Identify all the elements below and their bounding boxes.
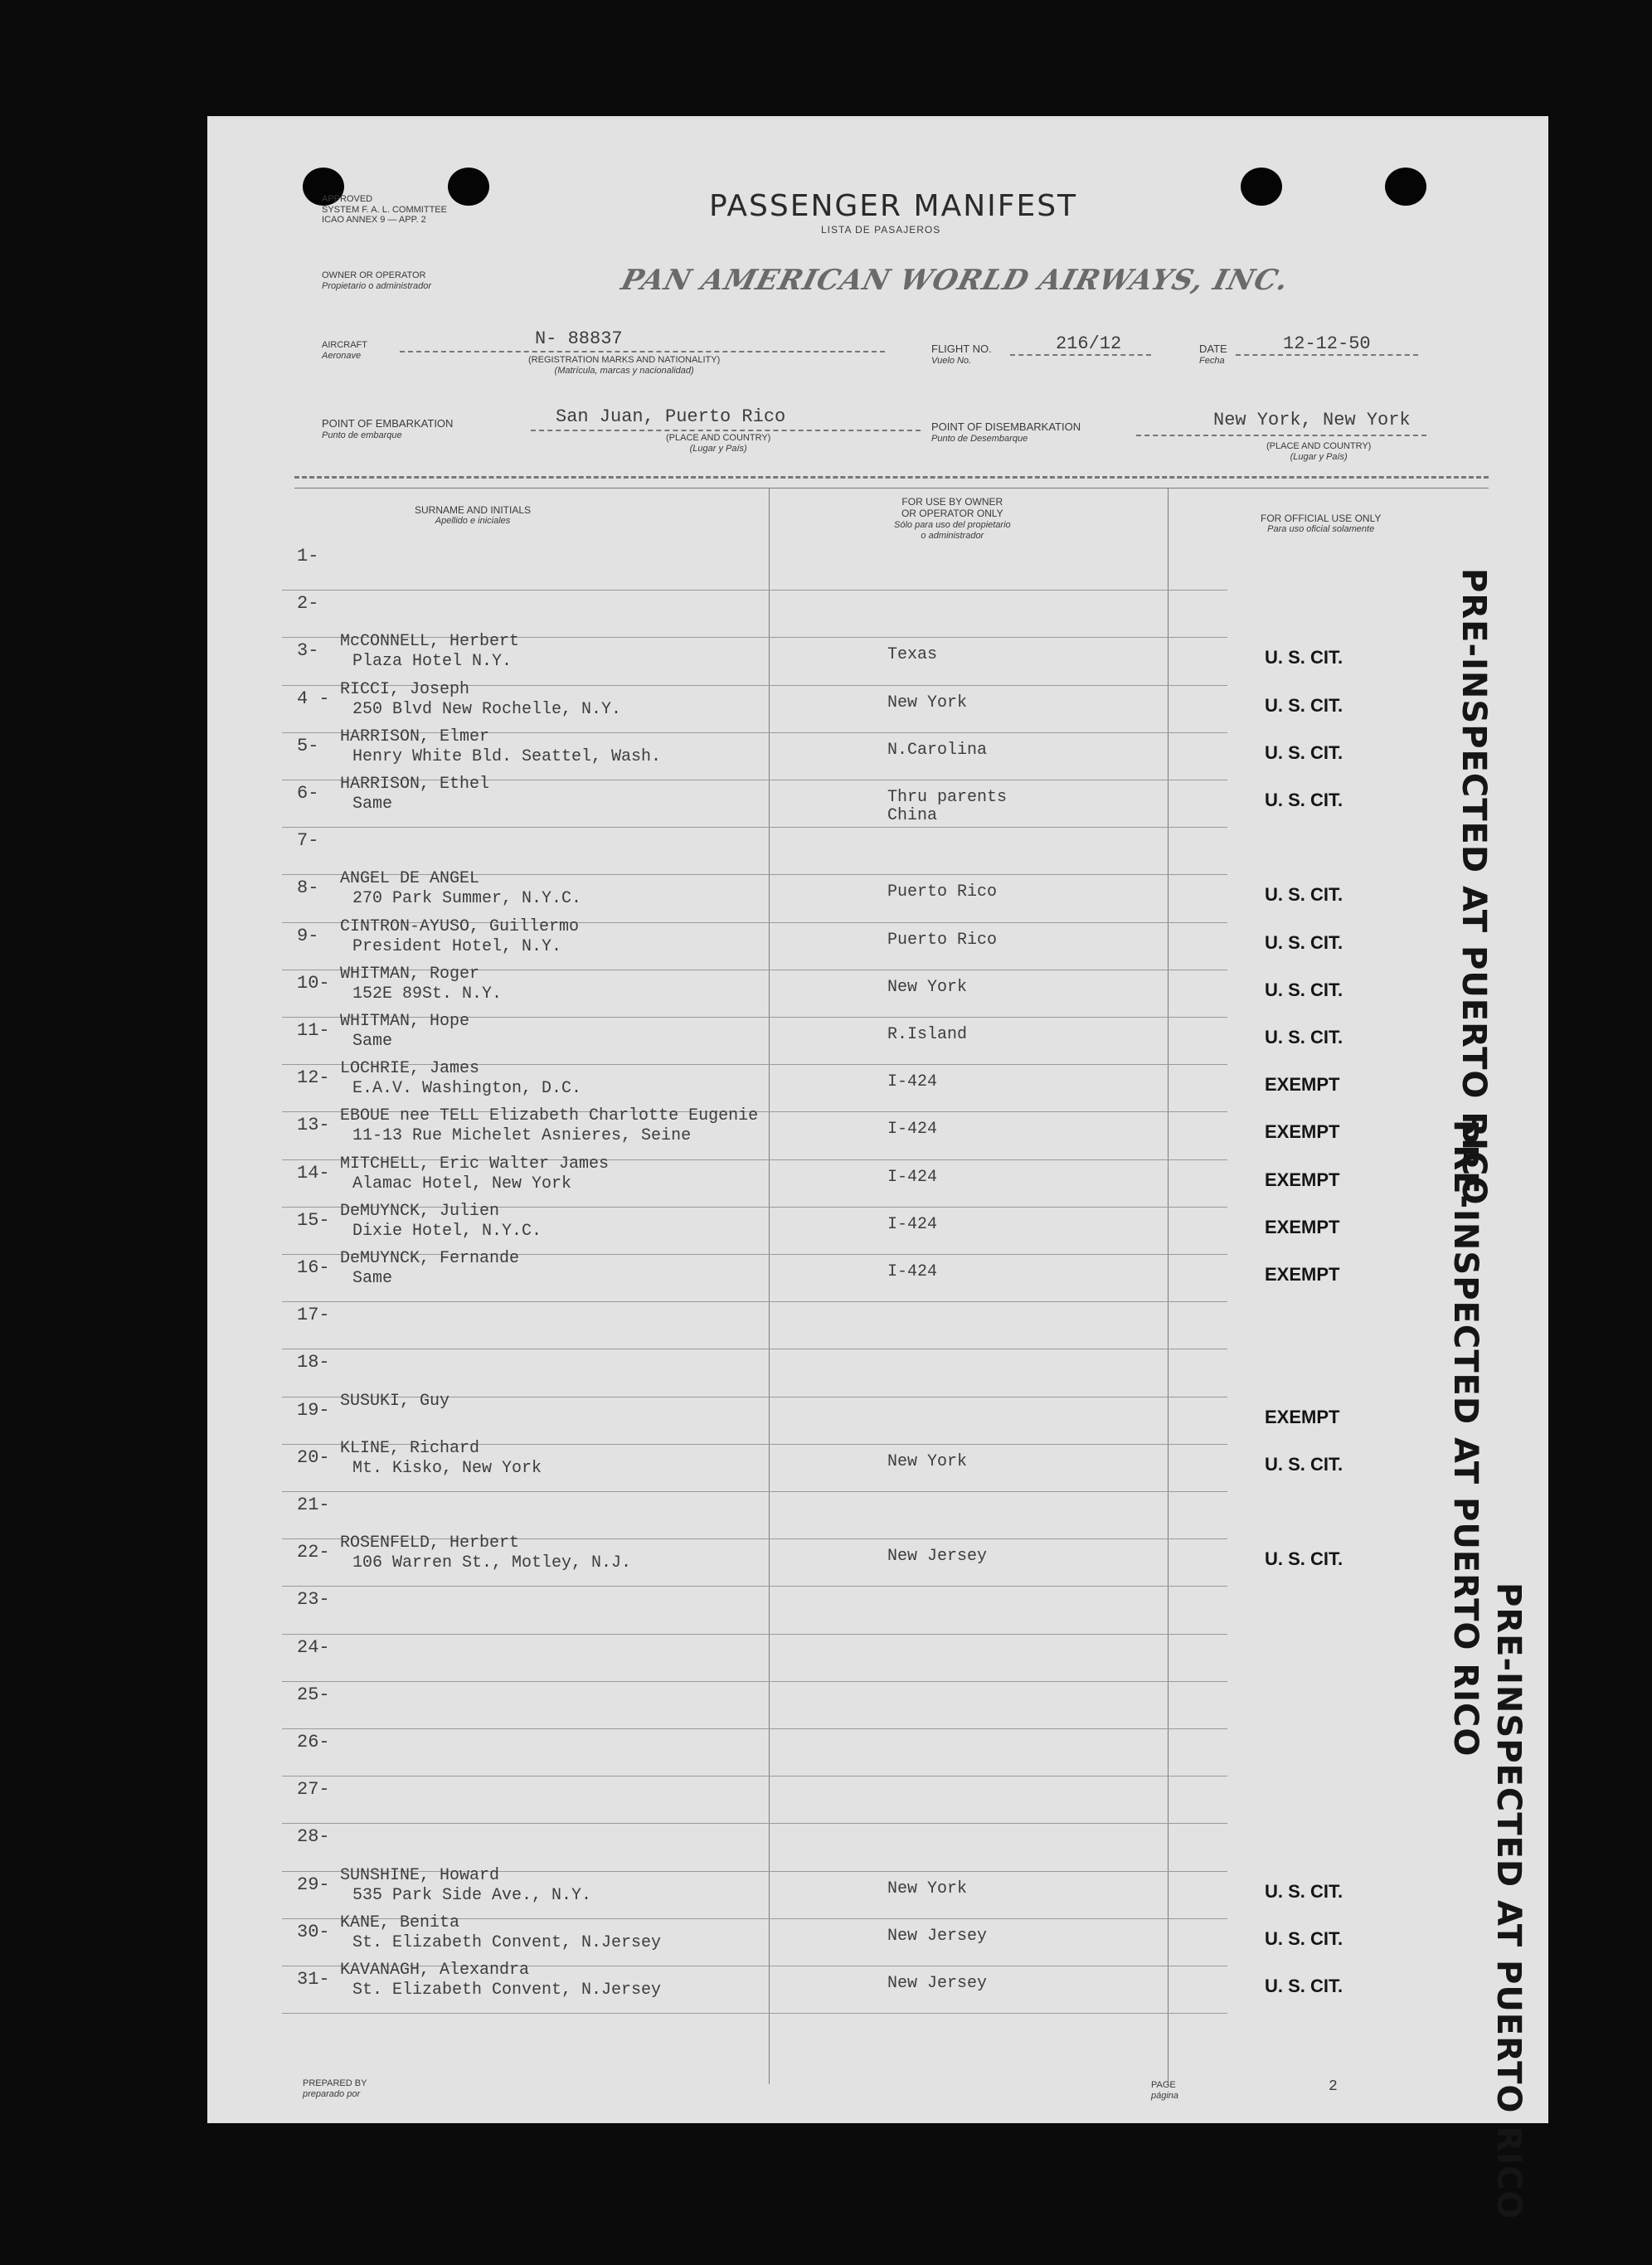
flight-label: FLIGHT NO. Vuelo No. bbox=[931, 343, 992, 366]
official-status: EXEMPT bbox=[1265, 1216, 1340, 1237]
row-separator bbox=[282, 1776, 1227, 1777]
row-separator bbox=[282, 1681, 1227, 1682]
approval-line: APPROVED bbox=[322, 194, 373, 204]
row-number: 6- bbox=[297, 783, 319, 804]
aircraft-value: N- 88837 bbox=[535, 328, 623, 349]
passenger-address: E.A.V. Washington, D.C. bbox=[352, 1079, 582, 1099]
column-header-owner-use: FOR USE BY OWNER OR OPERATOR ONLY Sólo para uso del propietario o administrador bbox=[894, 496, 1011, 541]
disembark-label: POINT OF DISEMBARKATION Punto de Desembarque bbox=[931, 420, 1081, 444]
passenger-name: HARRISON, Ethel bbox=[340, 775, 490, 794]
row-separator bbox=[282, 1586, 1227, 1587]
operator-note: Puerto Rico bbox=[887, 930, 998, 950]
row-number: 7- bbox=[297, 830, 319, 852]
operator-note: New Jersey bbox=[887, 1974, 988, 1993]
operator-note: I-424 bbox=[887, 1214, 938, 1234]
operator-note: R.Island bbox=[887, 1025, 968, 1044]
operator-note: New York bbox=[887, 977, 968, 997]
operator-note: Texas bbox=[887, 645, 938, 665]
official-status: U. S. CIT. bbox=[1265, 741, 1343, 763]
official-status: U. S. CIT. bbox=[1265, 979, 1343, 1000]
passenger-address: Alamac Hotel, New York bbox=[352, 1174, 572, 1193]
operator-note: New York bbox=[887, 1879, 968, 1898]
row-number: 31- bbox=[297, 1969, 330, 1990]
row-number: 14- bbox=[297, 1162, 330, 1184]
place-note: (PLACE AND COUNTRY) (Lugar y País) bbox=[666, 433, 771, 454]
passenger-address: Mt. Kisko, New York bbox=[352, 1458, 542, 1478]
pre-inspected-stamp: PRE-INSPECTED AT PUERTO RICO bbox=[1446, 1120, 1484, 1757]
pre-inspected-stamp: PRE-INSPECTED AT PUERTO RICO bbox=[1489, 1582, 1528, 2220]
operator-note: New York bbox=[887, 693, 968, 712]
official-status: EXEMPT bbox=[1265, 1406, 1340, 1427]
row-number: 13- bbox=[297, 1115, 330, 1136]
passenger-name: LOCHRIE, James bbox=[340, 1059, 480, 1079]
place-note: (PLACE AND COUNTRY) (Lugar y País) bbox=[1266, 441, 1372, 462]
row-number: 24- bbox=[297, 1636, 330, 1658]
page-title: PASSENGER MANIFEST bbox=[709, 189, 1078, 223]
registration-note: (REGISTRATION MARKS AND NATIONALITY) (Matrícula, marcas y nacionalidad) bbox=[528, 355, 721, 376]
row-number: 28- bbox=[297, 1826, 330, 1848]
row-number: 22- bbox=[297, 1542, 330, 1563]
row-number: 8- bbox=[297, 877, 319, 899]
row-number: 4 - bbox=[297, 688, 330, 709]
passenger-name: KLINE, Richard bbox=[340, 1438, 480, 1458]
operator-note: China bbox=[887, 806, 938, 825]
aircraft-label: AIRCRAFT Aeronave bbox=[322, 340, 367, 361]
row-number: 25- bbox=[297, 1684, 330, 1705]
passenger-address: 250 Blvd New Rochelle, N.Y. bbox=[352, 699, 622, 719]
official-status: EXEMPT bbox=[1265, 1169, 1340, 1190]
row-number: 11- bbox=[297, 1020, 330, 1041]
passenger-address: President Hotel, N.Y. bbox=[352, 936, 562, 956]
official-status: U. S. CIT. bbox=[1265, 1976, 1343, 1996]
owner-label: OWNER OR OPERATOR Propietario o administrador bbox=[322, 270, 432, 291]
embark-value: San Juan, Puerto Rico bbox=[556, 406, 786, 427]
operator-note: I-424 bbox=[887, 1072, 938, 1092]
approval-note bbox=[322, 194, 447, 226]
passenger-name: ANGEL DE ANGEL bbox=[340, 869, 480, 889]
row-separator bbox=[282, 2013, 1227, 2014]
row-separator bbox=[282, 1823, 1227, 1824]
row-number: 3- bbox=[297, 640, 319, 662]
operator-note: I-424 bbox=[887, 1120, 938, 1140]
embark-label: POINT OF EMBARKATION Punto de embarque bbox=[322, 417, 454, 440]
prepared-by-label: PREPARED BY preparado por bbox=[303, 2078, 367, 2099]
passenger-address: Dixie Hotel, N.Y.C. bbox=[352, 1221, 542, 1241]
row-number: 27- bbox=[297, 1779, 330, 1801]
flight-value: 216/12 bbox=[1056, 333, 1122, 354]
official-status: U. S. CIT. bbox=[1265, 694, 1343, 716]
passenger-address: Henry White Bld. Seattel, Wash. bbox=[352, 746, 662, 766]
approval-line: SYSTEM F. A. L. COMMITTEE bbox=[322, 204, 447, 215]
disembark-value: New York, New York bbox=[1213, 410, 1411, 430]
row-number: 17- bbox=[297, 1305, 330, 1326]
official-status: EXEMPT bbox=[1265, 1121, 1340, 1143]
row-separator bbox=[282, 1634, 1227, 1635]
row-number: 30- bbox=[297, 1921, 330, 1942]
official-status: U. S. CIT. bbox=[1265, 790, 1343, 810]
passenger-name: WHITMAN, Hope bbox=[340, 1012, 470, 1031]
passenger-address: 11-13 Rue Michelet Asnieres, Seine bbox=[352, 1126, 692, 1146]
official-status: U. S. CIT. bbox=[1265, 647, 1343, 668]
passenger-name: DeMUYNCK, Fernande bbox=[340, 1249, 520, 1268]
official-status: U. S. CIT. bbox=[1265, 1880, 1343, 1902]
row-number: 21- bbox=[297, 1495, 330, 1515]
passenger-name: SUSUKI, Guy bbox=[340, 1391, 450, 1411]
row-number: 19- bbox=[297, 1399, 330, 1421]
row-number: 16- bbox=[297, 1257, 330, 1278]
official-status: EXEMPT bbox=[1265, 1074, 1340, 1096]
passenger-name: McCONNELL, Herbert bbox=[340, 632, 520, 652]
passenger-name: KANE, Benita bbox=[340, 1913, 460, 1932]
page-subtitle: LISTA DE PASAJEROS bbox=[821, 224, 941, 236]
official-status: U. S. CIT. bbox=[1265, 1548, 1343, 1570]
official-status: U. S. CIT. bbox=[1265, 931, 1343, 953]
official-status: U. S. CIT. bbox=[1265, 1027, 1343, 1047]
row-separator bbox=[282, 827, 1227, 828]
punch-hole bbox=[1241, 168, 1282, 206]
row-number: 23- bbox=[297, 1589, 330, 1611]
page-label: PAGE página bbox=[1151, 2080, 1179, 2101]
official-status: U. S. CIT. bbox=[1265, 884, 1343, 906]
operator-note: New Jersey bbox=[887, 1547, 988, 1567]
punch-hole bbox=[1385, 168, 1426, 206]
row-number: 15- bbox=[297, 1209, 330, 1231]
row-number: 1- bbox=[297, 546, 319, 566]
manifest-sheet bbox=[207, 116, 1548, 2220]
passenger-name: RICCI, Joseph bbox=[340, 679, 470, 699]
row-number: 9- bbox=[297, 925, 319, 946]
operator-note: Thru parents bbox=[887, 788, 1008, 807]
date-value: 12-12-50 bbox=[1283, 333, 1371, 354]
passenger-name: DeMUYNCK, Julien bbox=[340, 1201, 500, 1221]
operator-note: New Jersey bbox=[887, 1926, 988, 1946]
operator-note: N.Carolina bbox=[887, 740, 988, 760]
row-number: 10- bbox=[297, 972, 330, 994]
passenger-name: HARRISON, Elmer bbox=[340, 727, 490, 746]
row-separator bbox=[282, 590, 1227, 591]
row-number: 29- bbox=[297, 1874, 330, 1895]
pre-inspected-stamp: PRE-INSPECTED AT PUERTO RICO bbox=[1455, 568, 1493, 1206]
passenger-name: KAVANAGH, Alexandra bbox=[340, 1961, 530, 1980]
passenger-name: EBOUE nee TELL Elizabeth Charlotte Eugenie bbox=[340, 1106, 759, 1126]
row-separator bbox=[282, 1728, 1227, 1729]
page-number: 2 bbox=[1329, 2078, 1338, 2095]
operator-note: I-424 bbox=[887, 1262, 938, 1281]
row-separator bbox=[282, 1491, 1227, 1492]
passenger-name: SUNSHINE, Howard bbox=[340, 1865, 500, 1885]
passenger-address: 535 Park Side Ave., N.Y. bbox=[352, 1885, 592, 1905]
row-number: 18- bbox=[297, 1352, 330, 1373]
row-number: 26- bbox=[297, 1732, 330, 1752]
column-header-official: FOR OFFICIAL USE ONLY Para uso oficial solamente bbox=[1261, 513, 1382, 535]
passenger-address: St. Elizabeth Convent, N.Jersey bbox=[352, 1932, 662, 1952]
punch-hole bbox=[448, 168, 489, 206]
official-status: EXEMPT bbox=[1265, 1264, 1340, 1285]
column-header-surname: SURNAME AND INITIALS Apellido e iniciales bbox=[415, 504, 532, 527]
official-status: U. S. CIT. bbox=[1265, 1927, 1343, 1949]
passenger-name: MITCHELL, Eric Walter James bbox=[340, 1154, 610, 1174]
passenger-name: WHITMAN, Roger bbox=[340, 964, 480, 984]
row-number: 12- bbox=[297, 1067, 330, 1089]
passenger-name: CINTRON-AYUSO, Guillermo bbox=[340, 916, 580, 936]
passenger-address: 152E 89St. N.Y. bbox=[352, 984, 503, 1004]
row-number: 20- bbox=[297, 1446, 330, 1468]
approval-line: ICAO ANNEX 9 — APP. 2 bbox=[322, 215, 426, 226]
row-separator bbox=[282, 1301, 1227, 1302]
passenger-address: 270 Park Summer, N.Y.C. bbox=[352, 889, 582, 909]
official-status: U. S. CIT. bbox=[1265, 1453, 1343, 1475]
passenger-address: St. Elizabeth Convent, N.Jersey bbox=[352, 1981, 662, 2000]
operator-note: New York bbox=[887, 1451, 968, 1471]
date-label: DATE Fecha bbox=[1199, 343, 1227, 366]
operator-note: I-424 bbox=[887, 1167, 938, 1187]
passenger-address: 106 Warren St., Motley, N.J. bbox=[352, 1553, 632, 1573]
operator-note: Puerto Rico bbox=[887, 882, 998, 902]
row-number: 2- bbox=[297, 593, 319, 615]
row-number: 5- bbox=[297, 735, 319, 756]
passenger-address: Same bbox=[352, 1269, 393, 1288]
passenger-address: Same bbox=[352, 795, 393, 814]
passenger-address: Plaza Hotel N.Y. bbox=[352, 652, 513, 672]
passenger-name: ROSENFELD, Herbert bbox=[340, 1533, 520, 1553]
owner-value: PAN AMERICAN WORLD AIRWAYS, INC. bbox=[618, 264, 1293, 297]
passenger-address: Same bbox=[352, 1032, 393, 1051]
